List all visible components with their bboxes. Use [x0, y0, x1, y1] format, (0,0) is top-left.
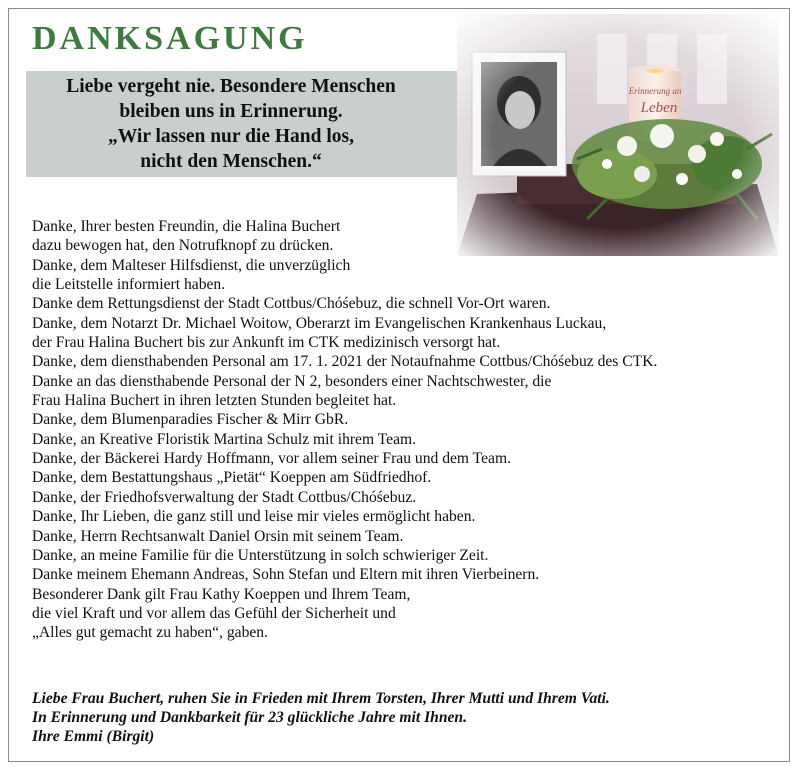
thanks-line: Danke, Ihr Lieben, die ganz still und leise mir vieles ermöglicht haben.	[32, 508, 476, 526]
thanks-line: Danke, dem Blumenparadies Fischer & Mirr GbR.	[32, 411, 349, 429]
quote-line: bleiben uns in Erinnerung.	[119, 101, 343, 122]
quote-line: „Wir lassen nur die Hand los,	[108, 126, 354, 147]
thanks-line: dazu bewogen hat, den Notrufknopf zu drücken.	[32, 237, 334, 255]
thanks-line: „Alles gut gemacht zu haben“, gaben.	[32, 624, 268, 642]
thanks-line: Danke, Ihrer besten Freundin, die Halina Buchert	[32, 218, 341, 235]
thanks-body	[32, 217, 657, 643]
thanks-line: Danke, an meine Familie für die Unterstützung in solch schwieriger Zeit.	[32, 546, 489, 564]
quote-line: nicht den Menschen.“	[140, 151, 322, 172]
thanks-line: Frau Halina Buchert in ihren letzten Stunden begleitet hat.	[32, 392, 397, 410]
thanks-line: Danke, dem Malteser Hilfsdienst, die unverzüglich	[32, 256, 351, 274]
thanks-line: Danke, der Friedhofsverwaltung der Stadt Cottbus/Chóśebuz.	[32, 488, 417, 506]
thanks-line: Danke dem Rettungsdienst der Stadt Cottbus/Chóśebuz, die schnell Vor-Ort waren.	[32, 295, 551, 313]
thanks-line: Danke, der Bäckerei Hardy Hoffmann, vor allem seiner Frau und dem Team.	[32, 450, 511, 468]
thanks-line: Danke, dem diensthabenden Personal am 17. 1. 2021 der Notaufnahme Cottbus/Chóśebuz des CTK.	[32, 353, 658, 371]
closing-line: In Erinnerung und Dankbarkeit für 23 glückliche Jahre mit Ihnen.	[32, 709, 468, 726]
quote-line: Liebe vergeht nie. Besondere Menschen	[66, 76, 396, 97]
thanks-line: Danke an das diensthabende Personal der N 2, besonders einer Nachtschwester, die	[32, 372, 552, 390]
thanks-line: Danke, dem Notarzt Dr. Michael Woitow, Oberarzt im Evangelischen Krankenhaus Luckau,	[32, 314, 607, 332]
thanks-line: Danke meinem Ehemann Andreas, Sohn Stefan und Eltern mit ihren Vierbeinern.	[32, 566, 540, 584]
thanks-line: Danke, Herrn Rechtsanwalt Daniel Orsin mit seinem Team.	[32, 527, 404, 545]
closing-signature	[32, 689, 610, 746]
memorial-quote	[26, 74, 436, 174]
signature: Ihre Emmi (Birgit)	[32, 728, 155, 745]
notice-title: DANKSAGUNG	[32, 20, 308, 57]
thanks-line: Danke, an Kreative Floristik Martina Schulz mit ihrem Team.	[32, 430, 417, 448]
thanks-line: die viel Kraft und vor allem das Gefühl der Sicherheit und	[32, 604, 396, 622]
thanks-line: die Leitstelle informiert haben.	[32, 276, 226, 294]
thanks-line: Besonderer Dank gilt Frau Kathy Koeppen und Ihrem Team,	[32, 585, 411, 603]
closing-line: Liebe Frau Buchert, ruhen Sie in Frieden mit Ihrem Torsten, Ihrer Mutti und Ihrem Vati.	[32, 690, 610, 707]
thanks-line: Danke, dem Bestattungshaus „Pietät“ Koeppen am Südfriedhof.	[32, 469, 432, 487]
thanks-line: der Frau Halina Buchert bis zur Ankunft im CTK medizinisch versorgt hat.	[32, 334, 501, 352]
